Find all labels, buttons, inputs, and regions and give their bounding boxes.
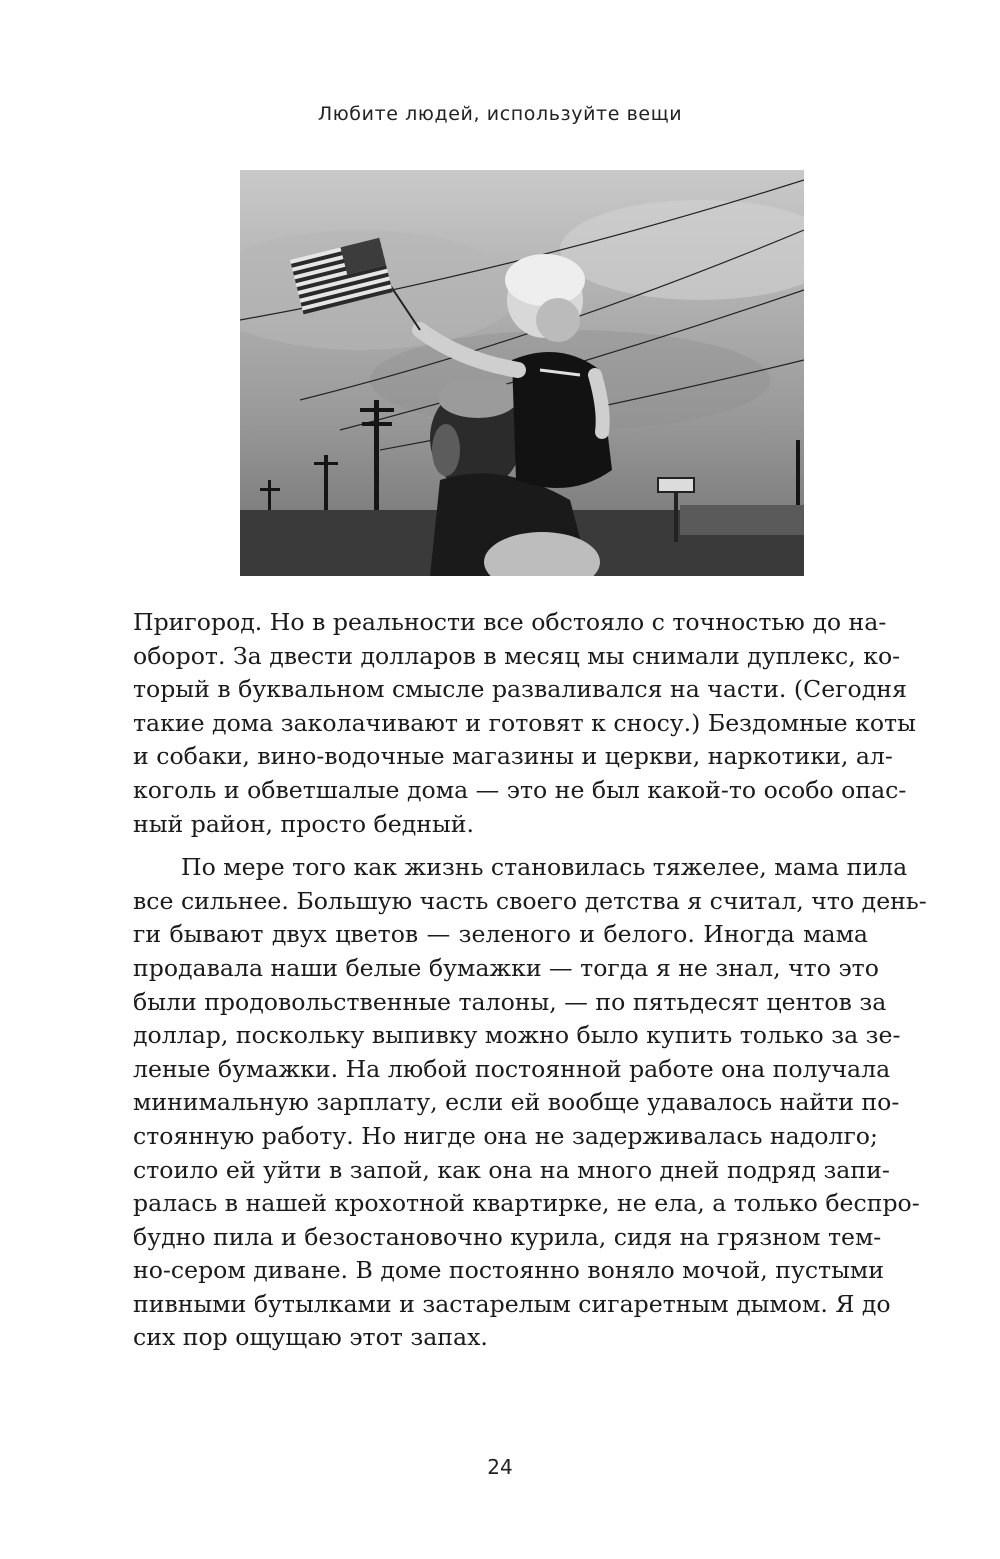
- text-line: пивными бутылками и застарелым сигаретным дымом. Я до: [133, 1289, 891, 1318]
- text-line: Пригород. Но в реальности все обстояло с точностью до на-: [133, 608, 887, 636]
- text-line: леные бумажки. На любой постоянной работе она получала: [133, 1054, 891, 1083]
- text-line: минимальную зарплату, если ей вообще удавалось найти по-: [133, 1088, 900, 1117]
- text-line: все сильнее. Большую часть своего детства я считал, что день-: [133, 886, 927, 915]
- text-line: По мере того как жизнь становилась тяжелее, мама пила: [181, 853, 908, 882]
- text-line: стоянную работу. Но нигде она не задерживалась надолго;: [133, 1121, 878, 1150]
- text-line: оборот. За двести долларов в месяц мы снимали дуплекс, ко-: [133, 641, 901, 670]
- text-line: такие дома заколачивают и готовят к сносу.) Бездомные коты: [133, 708, 916, 737]
- page-number: 24: [487, 1455, 513, 1479]
- paragraph: [133, 606, 916, 841]
- text-line: сих пор ощущаю этот запах.: [133, 1323, 488, 1352]
- text-line: торый в буквальном смысле разваливался на части. (Сегодня: [133, 675, 907, 704]
- paragraph: [133, 851, 927, 1355]
- text-line: стоило ей уйти в запой, как она на много дней подряд запи-: [133, 1155, 890, 1184]
- text-line: и собаки, вино-водочные магазины и церкви, наркотики, ал-: [133, 742, 893, 771]
- running-title: Любите людей, используйте вещи: [317, 103, 683, 125]
- text-line: ралась в нашей крохотной квартирке, не ела, а только беспро-: [133, 1189, 920, 1218]
- text-line: ги бывают двух цветов — зеленого и белого. Иногда мама: [133, 920, 868, 949]
- text-line: коголь и обветшалые дома — это не был какой-то особо опас-: [133, 775, 907, 804]
- text-line: были продовольственные талоны, — по пятьдесят центов за: [133, 987, 887, 1016]
- text-line: ный район, просто бедный.: [133, 809, 474, 838]
- text-line: будно пила и безостановочно курила, сидя на грязном тем-: [133, 1222, 882, 1251]
- text-line: доллар, поскольку выпивку можно было купить только за зе-: [133, 1021, 901, 1050]
- photograph: [240, 170, 804, 576]
- photo-illustration: [240, 170, 804, 576]
- text-line: но-сером диване. В доме постоянно воняло мочой, пустыми: [133, 1256, 884, 1285]
- text-line: продавала наши белые бумажки — тогда я не знал, что это: [133, 953, 879, 982]
- body-text: [133, 606, 927, 1355]
